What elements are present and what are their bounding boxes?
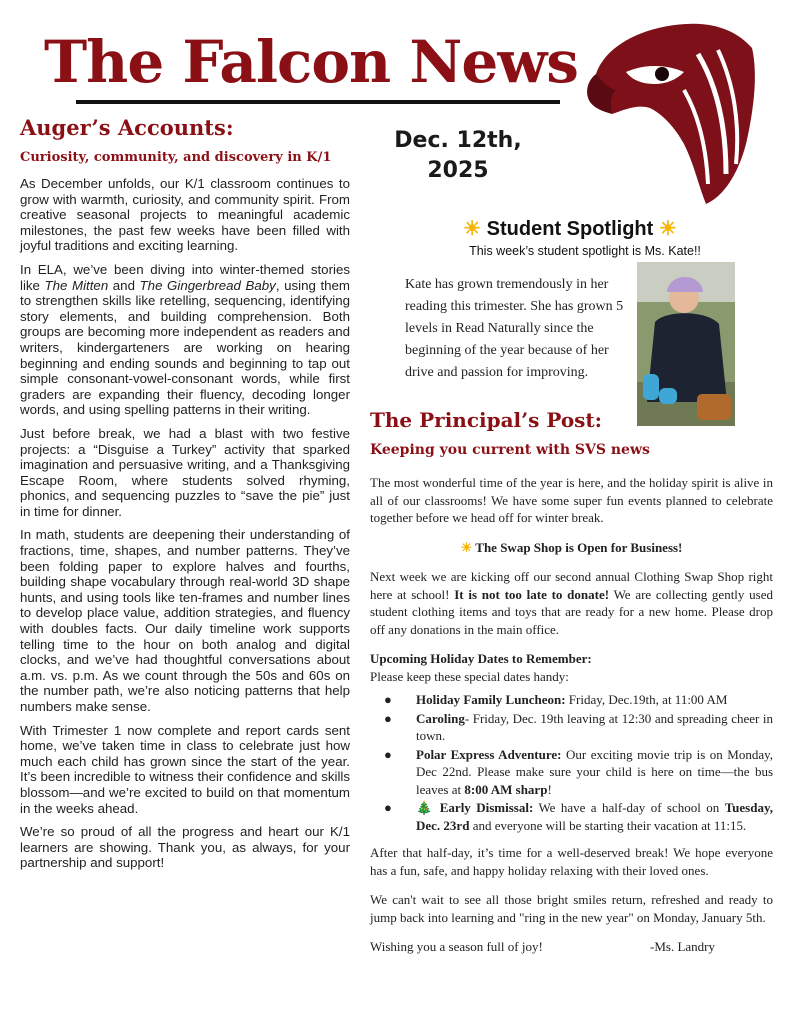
- photo-boot: [697, 394, 731, 420]
- principal-section-title: The Principal’s Post:: [370, 408, 603, 432]
- left-paragraph-4: In math, students are deepening their understanding of fractions, time, shapes, and number patterns. They’ve been folding paper to explore halves and fourths, building shape vocabulary through real-world 3D shape hunts, and using tools like ten-frames and number lines to develop place value, addition strategies, and fluency with doubles facts. Our daily timeline work supports telling time to the hour on both analog and digital clocks, and we’ve had thoughtful conversations about a.m. vs. p.m. As we count through the 50s and 60s on the number path, we’re also noticing patterns that help numbers make sense.: [20, 527, 350, 714]
- list-item: ● Polar Express Adventure: Our exciting movie trip is on Monday, Dec 22nd. Please make sure your child is here on time—the bus leaves at 8:00 AM sharp!: [384, 746, 773, 797]
- principal-intro: The most wonderful time of the year is here, and the holiday spirit is alive in all of our classrooms! We have some super fun events planned to celebrate together before we head off for winter break.: [370, 475, 773, 525]
- swap-shop-paragraph: [370, 568, 773, 638]
- left-paragraph-2: [20, 262, 350, 418]
- spotlight-title-text: Student Spotlight: [486, 218, 654, 240]
- book-title-mitten: The Mitten: [44, 277, 109, 293]
- list-item: ● Holiday Family Luncheon: Friday, Dec.19th, at 11:00 AM: [384, 692, 728, 707]
- list-item: ● Caroling- Friday, Dec. 19th leaving at 12:30 and spreading cheer in town.: [384, 710, 773, 743]
- student-photo: [637, 262, 735, 426]
- signature: -Ms. Landry: [650, 939, 715, 954]
- masthead-rule: [76, 100, 560, 104]
- left-section-subtitle: Curiosity, community, and discovery in K/1: [20, 150, 332, 165]
- left-p2-and: and: [108, 277, 140, 293]
- masthead-title: The Falcon News: [44, 28, 578, 96]
- book-title-gingerbread: The Gingerbread Baby: [139, 277, 276, 293]
- bullet-icon: ●: [384, 746, 392, 762]
- left-section-title: Auger’s Accounts:: [20, 115, 234, 140]
- falcon-logo: [566, 14, 766, 206]
- left-paragraph-5: With Trimester 1 now complete and report cards sent home, we’ve taken time in class to celebrate just how much each child has grown since the start of the year. It’s been incredible to witness their confidence and skills blossom—and we’re excited to build on that momentum in the weeks ahead.: [20, 722, 350, 816]
- bullet-icon: ●: [384, 710, 392, 726]
- issue-date-line1: Dec. 12th,: [394, 128, 522, 153]
- swap-shop-heading: [370, 539, 773, 557]
- signature-line: [370, 938, 715, 956]
- swap-bold: It is not too late to donate!: [454, 586, 610, 602]
- left-paragraph-6: We’re so proud of all the progress and heart our K/1 learners are showing. Thank you, as always, for your partnership and support!: [20, 824, 350, 871]
- swap-start: Next week we are kicking off our second annual Clothing Swap Shop right here at school!: [370, 569, 773, 602]
- issue-date-line2: 2025: [427, 158, 489, 183]
- closing-paragraph: We can't wait to see all those bright smiles return, refreshed and ready to jump back into learning and "ring in the new year" on Monday, January 5th.: [370, 892, 773, 925]
- swap-heading-text: The Swap Shop is Open for Business!: [475, 539, 683, 555]
- list-item: ● 🎄 Early Dismissal: We have a half-day of school on Tuesday, Dec. 23rd and everyone will be starting their vacation at 11:15.: [384, 800, 773, 833]
- dates-heading: Upcoming Holiday Dates to Remember:: [370, 651, 592, 666]
- principal-column: [370, 474, 773, 956]
- left-p2-start: In ELA, we’ve been diving into winter-themed stories like: [20, 261, 350, 293]
- wish-text: Wishing you a season full of joy!: [370, 939, 543, 954]
- photo-glove-left: [643, 374, 659, 400]
- bullet-icon: ●: [384, 692, 392, 707]
- sun-icon: ☀: [463, 218, 482, 240]
- dates-list: [370, 691, 773, 834]
- left-column: [20, 176, 350, 879]
- photo-glove-right: [659, 388, 677, 404]
- spotlight-title: [420, 216, 720, 241]
- falcon-head-shape: [596, 24, 755, 204]
- bullet-icon: ●: [384, 800, 392, 815]
- principal-section-subtitle: Keeping you current with SVS news: [370, 442, 650, 458]
- falcon-eye: [655, 67, 669, 81]
- sun-icon: ☀: [460, 539, 473, 555]
- tree-icon: 🎄: [416, 800, 440, 815]
- left-paragraph-1: As December unfolds, our K/1 classroom continues to grow with warmth, curiosity, and community spirit. From creative seasonal projects to meaningful academic milestones, the past few weeks have been filled with joyful traditions and exciting learning.: [20, 176, 350, 254]
- left-p2-end: , using them to strengthen skills like retelling, sequencing, identifying story elements, and building comprehension. Both groups are becoming more independent as readers and writers, kindergarteners are working on hearing beginning and ending sounds and beginning to tap out simple consonant-vowel-consonant words, while first graders are expanding their fluency, decoding longer words, and using spelling patterns in their writing.: [20, 277, 351, 418]
- after-break-paragraph: After that half-day, it’s time for a well-deserved break! We hope everyone has a fun, safe, and happy holiday relaxing with their loved ones.: [370, 845, 773, 878]
- dates-heading-block: [370, 650, 773, 685]
- sun-icon: ☀: [658, 218, 677, 240]
- left-paragraph-3: Just before break, we had a blast with two festive projects: a “Disguise a Turkey” activity that sparked imagination and persuasive writing, and a Thanksgiving Escape Room, where students solved rhyming, phonics, and sequencing puzzles to “save the pie” just in time for dinner.: [20, 425, 350, 519]
- dates-subheading: Please keep these special dates handy:: [370, 668, 569, 684]
- spotlight-text: Kate has grown tremendously in her reading this trimester. She has grown 5 levels in Read Naturally since the beginning of the year because of her drive and passion for improving.: [405, 277, 624, 380]
- issue-date: [378, 126, 538, 186]
- swap-end: We are collecting gently used student clothing items and toys that are ready for a new home. Please drop off any donations in the main office.: [370, 586, 773, 637]
- spotlight-subtitle: This week’s student spotlight is Ms. Kate!!: [469, 244, 701, 258]
